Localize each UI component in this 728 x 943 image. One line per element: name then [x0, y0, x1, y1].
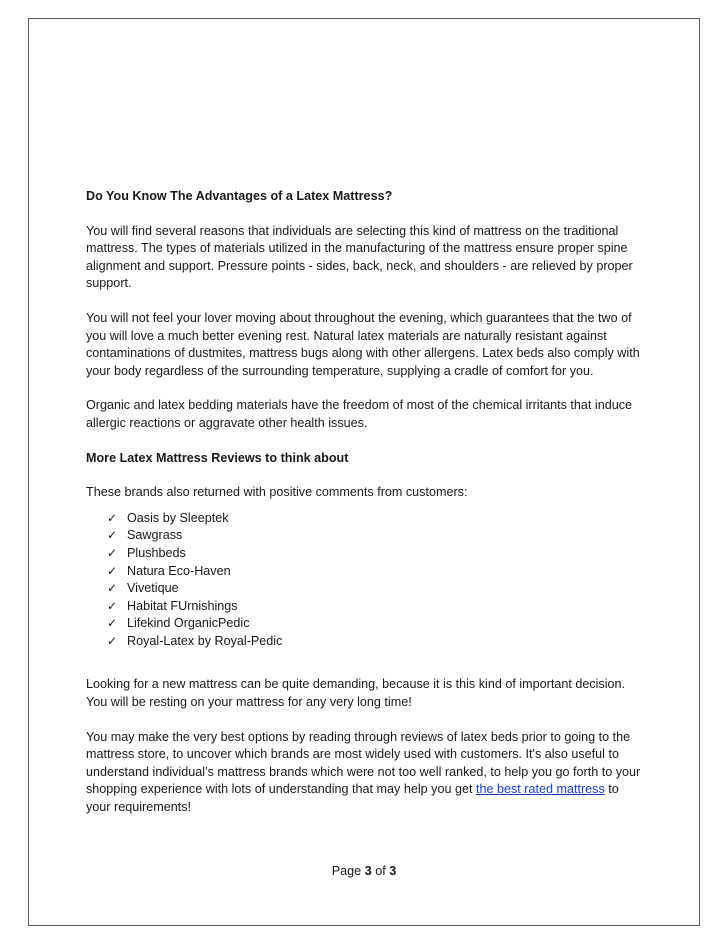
paragraph-demanding: Looking for a new mattress can be quite demanding, because it is this kind of important decision. You will be resting on your mattress for any very long time!	[86, 677, 626, 710]
section-heading-advantages: Do You Know The Advantages of a Latex Mattress?	[86, 189, 393, 203]
checkmark-icon: ✓	[107, 528, 118, 543]
paragraph-reasons: You will find several reasons that individuals are selecting this kind of mattress on the traditional mattress. The types of materials utilized in the manufacturing of the mattress ensure proper spine alignment and support. Pressure points - sides, back, neck, and shoulders - are relieved by proper support.	[86, 223, 633, 291]
brand-name: Habitat FUrnishings	[127, 598, 238, 613]
checkmark-icon: ✓	[107, 616, 118, 631]
list-item	[107, 598, 646, 616]
page-number: 3	[364, 864, 372, 878]
brand-name: Natura Eco-Haven	[127, 563, 231, 578]
document-body	[86, 188, 646, 834]
checkmark-icon: ✓	[107, 545, 118, 560]
list-item	[107, 510, 646, 528]
brand-name: Plushbeds	[127, 545, 186, 560]
paragraph-organic: Organic and latex bedding materials have the freedom of most of the chemical irritants that induce allergic reactions or aggravate other health issues.	[86, 398, 633, 430]
page-label: Page	[331, 864, 362, 878]
paragraph-text: You may make the very best options by reading through reviews of latex beds prior to going to the mattress store, to uncover which brands are most widely used with customers. It's also useful to understand individual’s mattress brands which were not too well ranked, to help you go forth to your shopping experience with lots of understanding that may help you get	[86, 729, 641, 797]
section-heading-reviews: More Latex Mattress Reviews to think about	[86, 450, 349, 465]
list-item	[107, 527, 646, 545]
page-footer	[0, 863, 728, 879]
brand-name: Oasis by Sleeptek	[127, 510, 229, 525]
best-rated-mattress-link[interactable]: the best rated mattress	[475, 782, 605, 797]
checkmark-icon: ✓	[107, 510, 118, 525]
list-item	[107, 545, 646, 563]
total-pages: 3	[389, 864, 397, 878]
list-item	[107, 615, 646, 633]
checkmark-icon: ✓	[107, 563, 118, 578]
paragraph-text-end: to your requirements!	[86, 782, 619, 815]
of-label: of	[375, 864, 386, 878]
paragraph-best-options	[86, 729, 646, 817]
checkmark-icon: ✓	[107, 633, 118, 648]
paragraph-lover: You will not feel your lover moving about throughout the evening, which guarantees that the two of you will love a much better evening rest. Natural latex materials are naturally resistant against contaminations of dustmites, mattress bugs along with other allergens. Latex beds also comply with your body regardless of the surrounding temperature, supplying a cradle of comfort for you.	[86, 310, 640, 378]
brand-name: Royal-Latex by Royal-Pedic	[127, 633, 283, 648]
list-item	[107, 563, 646, 581]
checkmark-icon: ✓	[107, 598, 118, 613]
brand-name: Vivetique	[127, 581, 179, 596]
list-item	[107, 580, 646, 598]
spacer	[86, 650, 646, 676]
brand-name: Lifekind OrganicPedic	[127, 616, 250, 631]
brand-name: Sawgrass	[127, 528, 183, 543]
brand-checklist	[86, 510, 646, 651]
list-item	[107, 633, 646, 651]
paragraph-brands-intro: These brands also returned with positive comments from customers:	[86, 485, 468, 500]
checkmark-icon: ✓	[107, 581, 118, 596]
